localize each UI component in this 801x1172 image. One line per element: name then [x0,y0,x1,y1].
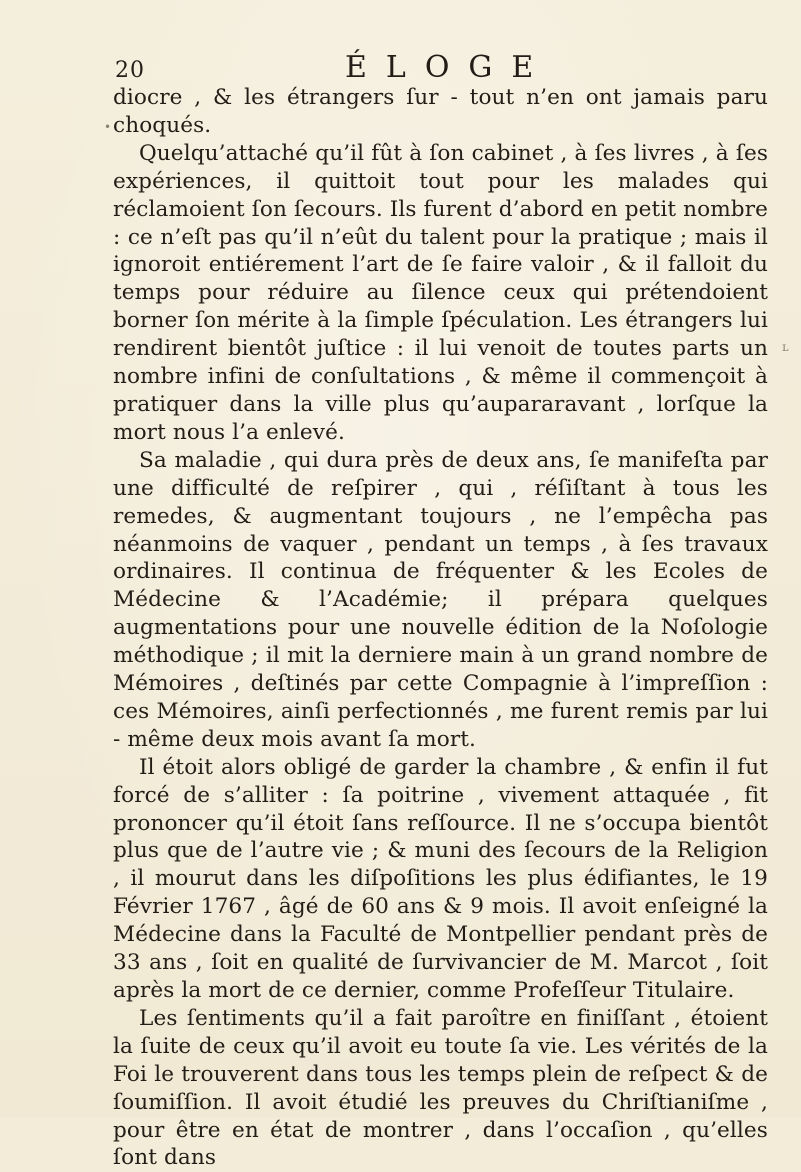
running-title: ÉLOGE [345,50,553,85]
page-header [115,48,765,88]
paragraph: Sa maladie , qui dura près de deux ans, ſe manifeſta par une difficulté de reſpirer , qui , réſiſtant à tous les remedes, & augmentant toujours , ne l’empêcha pas néanmoins de vaquer , pendant un temps , à ſes travaux ordinaires. Il continua de fréquenter & les Ecoles de Médecine & l’Académie; il prépara quelques augmentations pour une nouvelle édition de la Noſologie méthodique ; il mit la derniere main à un grand nombre de Mémoires , deſtinés par cette Compagnie à l’impreſſion : ces Mémoires, ainſi perfectionnés , me furent remis par lui - même deux mois avant ſa mort. [113,447,768,752]
paragraph-continued: diocre , & les étrangers ſur - tout n’en ont jamais paru choqués. [113,85,768,138]
page-number: 20 [115,58,145,83]
paragraph: Quelqu’attaché qu’il fût à ſon cabinet , à ſes livres , à ſes expériences, il quittoit tout pour les malades qui réclamoient ſon ſecours. Ils furent d’abord en petit nombre : ce n’eſt pas qu’il n’eût du talent pour la pratique ; mais il ignoroit entiérement l’art de ſe faire valoir , & il falloit du temps pour réduire au ſilence ceux qui prétendoient borner ſon mérite à la ſimple ſpéculation. Les étrangers lui rendirent bientôt juſtice : il lui venoit de toutes parts un nombre infini de conſultations , & même il commençoit à pratiquer dans la ville plus qu’aupararavant , lorſque la mort nous l’a enlevé. [113,140,768,445]
margin-stray-mark: ʟ [782,340,789,354]
paragraph: Les ſentiments qu’il a fait paroître en finiſſant , étoient la ſuite de ceux qu’il avoit eu toute ſa vie. Les vérités de la Foi le trouverent dans tous les temps plein de reſpect & de ſoumiſſion. Il avoit étudié les preuves du Chriſtianiſme , pour être en état de montrer , dans l’occaſion , qu’elles ſont dans [113,1005,768,1171]
paragraph: Il étoit alors obligé de garder la chambre , & enfin il fut forcé de s’alliter : ſa poitrine , vivement attaquée , fit prononcer qu’il étoit ſans reſſource. Il ne s’occupa bientôt plus que de l’autre vie ; & muni des ſecours de la Religion , il mourut dans les diſpoſitions les plus édifiantes, le 19 Février 1767 , âgé de 60 ans & 9 mois. Il avoit enſeigné la Médecine dans la Faculté de Montpellier pendant près de 33 ans , ſoit en qualité de ſurvivancier de M. Marcot , ſoit après la mort de ce dernier, comme Profeſſeur Titulaire. [113,754,768,1003]
body-text [113,84,768,1172]
margin-dot-mark: • [104,120,112,134]
